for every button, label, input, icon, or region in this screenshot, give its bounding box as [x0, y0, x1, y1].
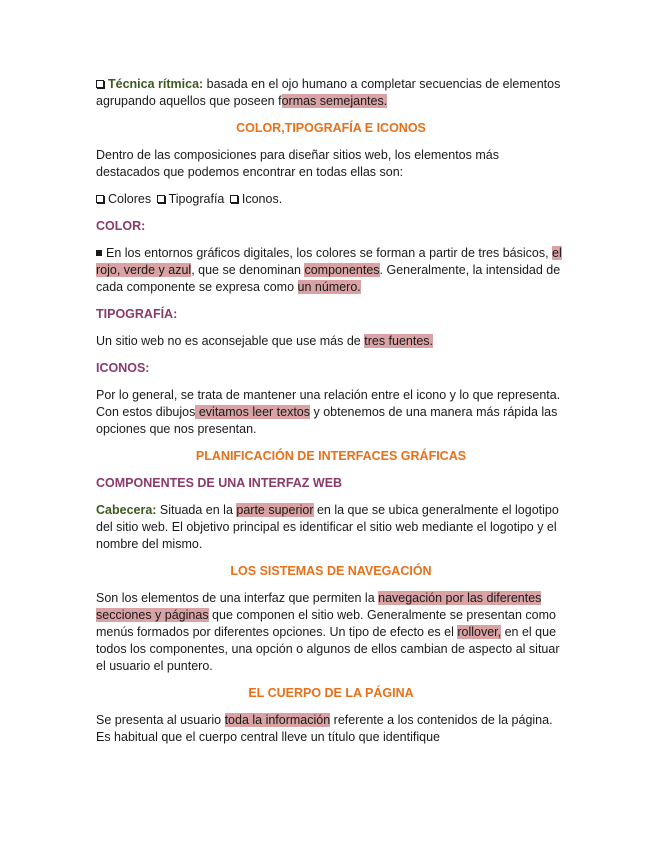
highlight: un número. — [297, 280, 361, 294]
paragraph-tipografia: Un sitio web no es aconsejable que use más de tres fuentes. — [96, 334, 434, 348]
square-bullet-icon — [96, 250, 102, 256]
checkbox-bullet-icon — [96, 195, 104, 203]
highlight: evitamos leer textos — [195, 405, 311, 419]
highlight: tres fuentes. — [364, 334, 434, 348]
paragraph-cabecera: Cabecera: Situada en la parte superior en la que se ubica generalmente el logotipo del sitio web. El objetivo principal es identificar el sitio web mediante el logotipo y el nombre del mismo. — [96, 503, 559, 551]
paragraph-iconos: Por lo general, se trata de mantener una relación entre el icono y lo que representa. Con estos dibujos evitamos leer textos y obtenemos de una manera más rápida las opciones que nos presentan. — [96, 388, 561, 436]
highlight: ormas semejantes. — [281, 94, 388, 108]
paragraph-composiciones: Dentro de las composiciones para diseñar sitios web, los elementos más destacados que podemos encontrar en todas ellas son: — [96, 148, 499, 179]
term-tecnica-ritmica: Técnica rítmica: — [108, 77, 204, 91]
heading-tipografia: TIPOGRAFÍA: — [96, 307, 178, 321]
paragraph-cuerpo: Se presenta al usuario toda la información referente a los contenidos de la página. Es habitual que el cuerpo central lleve un título que identifique — [96, 713, 553, 744]
heading-iconos: ICONOS: — [96, 361, 150, 375]
checkbox-bullet-icon — [230, 195, 238, 203]
paragraph-tecnica-ritmica: Técnica rítmica: basada en el ojo humano a completar secuencias de elementos agrupando aquellos que poseen formas semejantes. — [96, 77, 561, 108]
heading-cuerpo-pagina: EL CUERPO DE LA PÁGINA — [248, 686, 414, 700]
highlight: toda la información — [224, 713, 331, 727]
term-cabecera: Cabecera: — [96, 503, 157, 517]
list-item: Colores — [108, 192, 152, 206]
highlight: navegación por las diferentes secciones y páginas — [96, 591, 542, 622]
highlight: rollover, — [457, 625, 502, 639]
heading-planificacion: PLANIFICACIÓN DE INTERFACES GRÁFICAS — [195, 449, 467, 463]
checkbox-bullet-icon — [157, 195, 165, 203]
heading-componentes: COMPONENTES DE UNA INTERFAZ WEB — [96, 476, 343, 490]
highlight: componentes — [304, 263, 380, 277]
paragraph-color: En los entornos gráficos digitales, los colores se forman a partir de tres básicos, el rojo, verde y azul, que se denominan componentes. Generalmente, la intensidad de cada componente se expresa como un número. — [96, 246, 562, 294]
heading-sistemas-navegacion: LOS SISTEMAS DE NAVEGACIÓN — [230, 564, 432, 578]
checkbox-bullet-icon — [96, 80, 104, 88]
heading-color: COLOR: — [96, 219, 146, 233]
document-body — [96, 76, 566, 754]
highlight: el rojo, verde y azul — [96, 246, 562, 277]
highlight: parte superior — [236, 503, 314, 517]
heading-color-tipografia-iconos: COLOR,TIPOGRAFÍA E ICONOS — [236, 121, 426, 135]
paragraph-navegacion: Son los elementos de una interfaz que permiten la navegación por las diferentes secciones y páginas que componen el sitio web. Generalmente se presentan como menús formados por diferentes opciones. Un tipo de efecto es el rollover, en el que todos los componentes, una opción o algunos de ellos cambian de aspecto al situar el usuario el puntero. — [96, 591, 560, 673]
list-item: Tipografía — [168, 192, 225, 206]
element-list — [96, 191, 566, 208]
list-item: Iconos. — [241, 192, 283, 206]
